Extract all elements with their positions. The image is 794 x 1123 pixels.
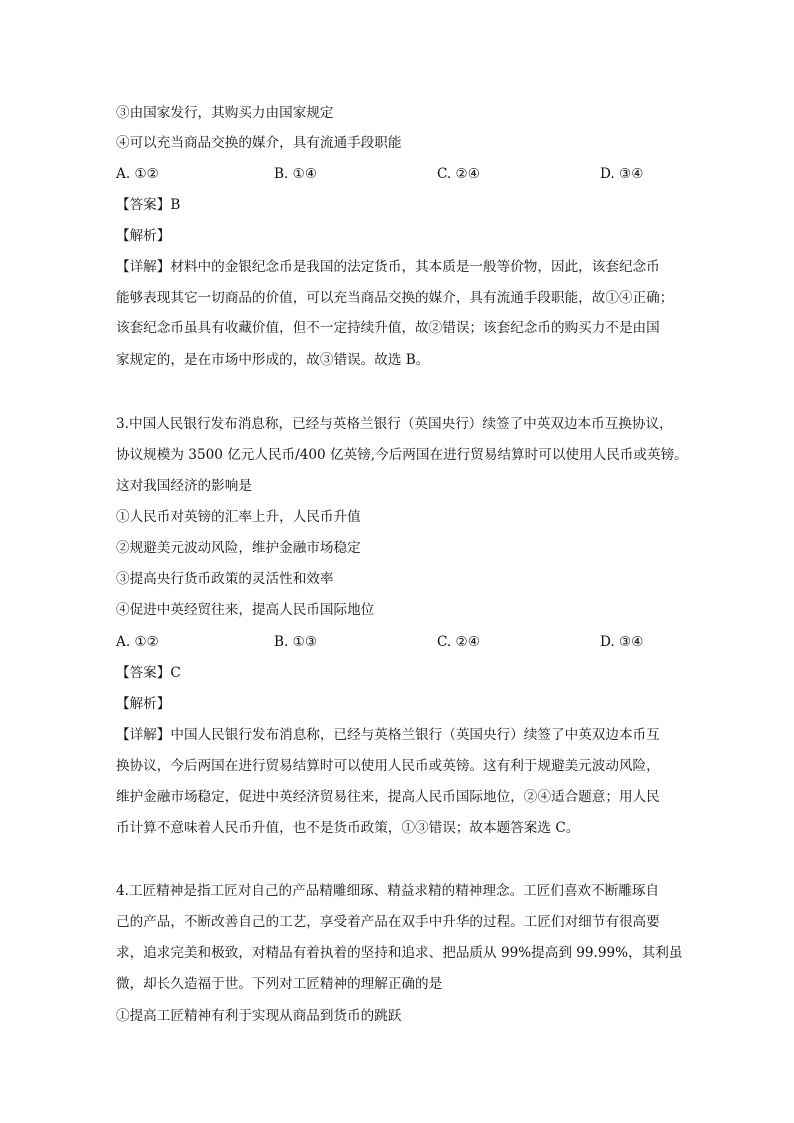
q2-detail-line-2: 能够表现其它一切商品的价值，可以充当商品交换的媒介，具有流通手段职能，故①④正确； (116, 290, 674, 306)
q2-answer: 【答案】B (116, 197, 181, 213)
q2-item-3: ③由国家发行，其购买力由国家规定 (116, 105, 334, 121)
q2-analysis-label: 【解析】 (116, 228, 171, 244)
q4-stem-line-1: 4.工匠精神是指工匠对自己的产品精雕细琢、精益求精的精神理念。工匠们喜欢不断雕琢自 (116, 883, 660, 899)
q2-detail-line-3: 该套纪念币虽具有收藏价值，但不一定持续升值，故②错误；该套纪念币的购买力不是由国 (116, 320, 660, 336)
q3-item-4: ④促进中英经贸往来，提高人民币国际地位 (116, 602, 375, 618)
q3-option-c: C. ②④ (437, 634, 480, 650)
q3-answer: 【答案】C (116, 665, 181, 681)
q2-option-d: D. ③④ (600, 166, 644, 182)
q3-detail-line-3: 维护金融市场稳定，促进中英经济贸易往来，提高人民币国际地位，②④适合题意；用人民 (116, 789, 660, 805)
q4-stem-line-3: 求，追求完美和极致，对精品有着执着的坚持和追求、把品质从 99%提高到 99.99%，其利虽 (116, 945, 683, 961)
q3-option-a: A. ①② (116, 634, 159, 650)
q2-option-b: B. ①④ (274, 166, 318, 182)
q3-stem-line-1: 3.中国人民银行发布消息称，已经与英格兰银行（英国央行）续签了中英双边本币互换协议， (116, 416, 673, 432)
q2-options (116, 164, 696, 184)
q2-detail-line-4: 家规定的，是在市场中形成的，故③错误。故选 B。 (116, 352, 430, 368)
q3-item-3: ③提高央行货币政策的灵活性和效率 (116, 571, 334, 587)
q4-stem-line-2: 己的产品，不断改善自己的工艺，享受着产品在双手中升华的过程。工匠们对细节有很高要 (116, 914, 660, 930)
q3-item-1: ①人民币对英镑的汇率上升，人民币升值 (116, 509, 361, 525)
q2-item-4: ④可以充当商品交换的媒介，具有流通手段职能 (116, 135, 402, 151)
q3-detail-line-2: 换协议，今后两国在进行贸易结算时可以使用人民币或英镑。这有利于规避美元波动风险， (116, 758, 660, 774)
q4-stem-line-4: 微，却长久造福于世。下列对工匠精神的理解正确的是 (116, 976, 443, 992)
q3-option-b: B. ①③ (274, 634, 318, 650)
q3-stem-line-3: 这对我国经济的影响是 (116, 478, 252, 494)
q3-detail-line-1: 【详解】中国人民银行发布消息称，已经与英格兰银行（英国央行）续签了中英双边本币互 (116, 727, 660, 743)
q3-item-2: ②规避美元波动风险，维护金融市场稳定 (116, 540, 361, 556)
q2-option-a: A. ①② (116, 166, 159, 182)
q3-stem-line-2: 协议规模为 3500 亿元人民币/400 亿英镑,今后两国在进行贸易结算时可以使用人民币或英镑。 (116, 447, 688, 463)
q2-option-c: C. ②④ (437, 166, 480, 182)
q3-options (116, 632, 696, 652)
q3-option-d: D. ③④ (600, 634, 644, 650)
q3-detail-line-4: 币计算不意味着人民币升值，也不是货币政策，①③错误；故本题答案选 C。 (116, 820, 580, 836)
q3-analysis-label: 【解析】 (116, 696, 171, 712)
q2-detail-line-1: 【详解】材料中的金银纪念币是我国的法定货币，其本质是一般等价物，因此，该套纪念币 (116, 259, 660, 275)
q4-item-1: ①提高工匠精神有利于实现从商品到货币的跳跃 (116, 1008, 402, 1024)
